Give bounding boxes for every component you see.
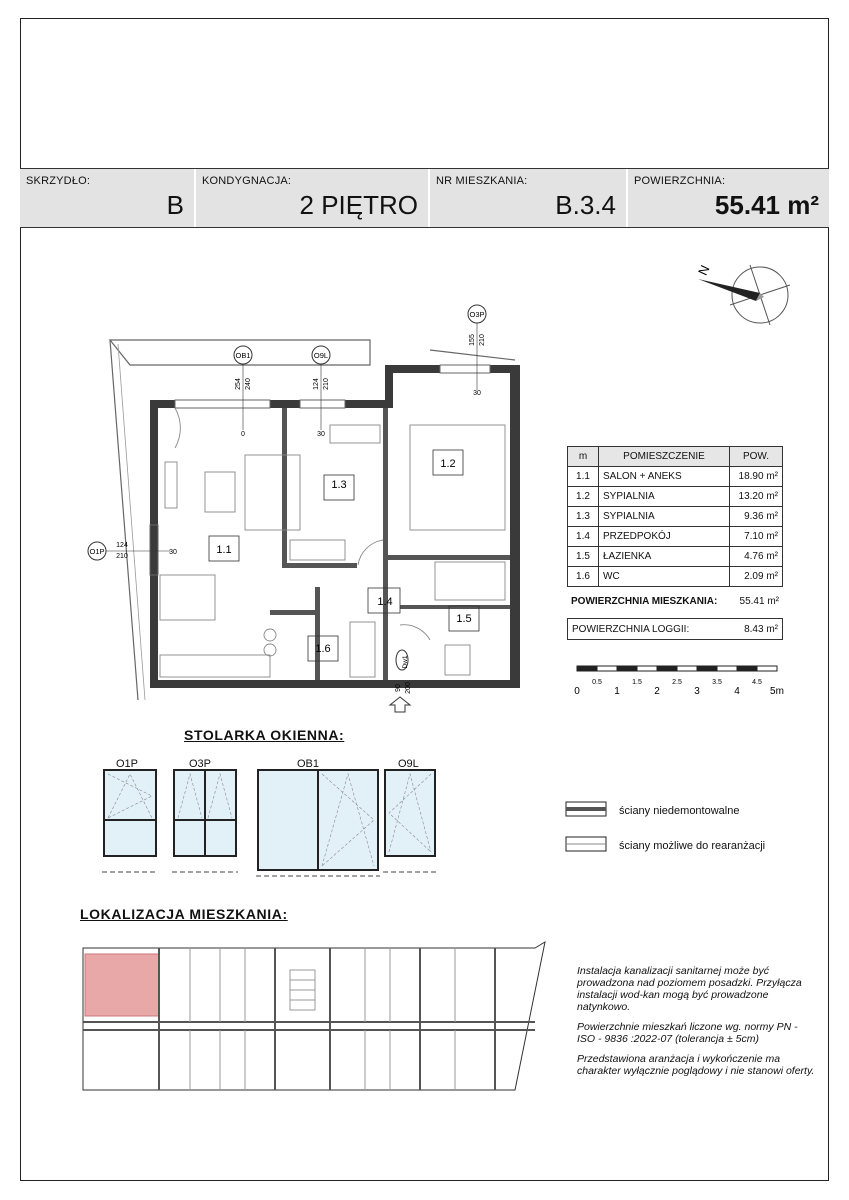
scale-minor-label: 4.5: [752, 679, 762, 686]
apt-value: B.3.4: [555, 190, 616, 220]
dim-ob1-h: 240: [245, 378, 252, 390]
dim-ob1-sill: 0: [241, 431, 245, 438]
scale-segment: [737, 666, 757, 671]
floor-label: KONDYGNACJA:: [202, 175, 292, 187]
note-area-norm: Powierzchnie mieszkań liczone wg. normy PN - ISO - 9836 :2022-07 (tolerancja ± 5cm): [577, 1021, 798, 1045]
window-drawings: [100, 768, 445, 878]
dim-o9l-w: 124: [313, 378, 320, 390]
table-row: [568, 507, 783, 527]
svg-text:N: N: [695, 262, 713, 278]
notes: [577, 965, 817, 1085]
scale-major-label: 4: [734, 686, 740, 697]
win-label-o1p: O1P: [116, 758, 139, 770]
scale-major-label: 2: [654, 686, 660, 697]
floor-cell: [196, 169, 430, 227]
cell-area: 18.90 m²: [730, 467, 783, 487]
location-title: LOKALIZACJA MIESZKANIA:: [80, 906, 288, 922]
cell-no: 1.1: [568, 467, 599, 487]
tag-o9l: O9L: [313, 351, 329, 360]
wing-value: B: [166, 190, 184, 220]
scale-segment: [757, 666, 777, 671]
dim-o1p-w: 124: [116, 542, 128, 549]
note-plumbing: Instalacja kanalizacji sanitarnej może być prowadzona nad poziomem posadzki. Przyłącza instalacji wod-kan mogą być prowadzone natynkowo.: [577, 965, 802, 1013]
dim-o3p-h: 210: [479, 334, 486, 346]
scale-segment: [697, 666, 717, 671]
cell-no: 1.2: [568, 487, 599, 507]
scale-major-label: 3: [694, 686, 700, 697]
apartment-total: [567, 596, 783, 607]
scale-major-label: 0: [574, 686, 580, 697]
win-label-o9l: O9L: [398, 758, 419, 770]
cell-no: 1.4: [568, 527, 599, 547]
cell-no: 1.3: [568, 507, 599, 527]
note-disclaimer: Przedstawiona aranżacja i wykończenie ma charakter wyłącznie poglądowy i nie stanowi oferty.: [577, 1053, 815, 1077]
cell-name: ŁAZIENKA: [599, 547, 730, 567]
scale-segment: [617, 666, 637, 671]
scale-segment: [717, 666, 737, 671]
dim-ob1-w: 254: [235, 378, 242, 390]
scale-segment: [637, 666, 657, 671]
scale-bar: [570, 660, 800, 700]
room-label-1-4: 1.4: [377, 596, 393, 608]
area-cell: [628, 169, 829, 227]
win-label-ob1: OB1: [297, 758, 320, 770]
scale-segment: [657, 666, 677, 671]
info-header: [20, 168, 829, 228]
cell-name: SYPIALNIA: [599, 487, 730, 507]
loggia-value: 8.43 m²: [744, 623, 778, 635]
apt-cell: [430, 169, 628, 227]
scale-segment: [597, 666, 617, 671]
cell-name: SALON + ANEKS: [599, 467, 730, 487]
dim-o3p-sill: 30: [473, 390, 481, 397]
cell-no: 1.6: [568, 567, 599, 587]
scale-minor-label: 1.5: [632, 679, 642, 686]
wing-cell: [20, 169, 196, 227]
dim-o3p-w: 155: [469, 334, 476, 346]
col-head-room: POMIESZCZENIE: [599, 447, 730, 467]
building-key-plan: [75, 940, 555, 1110]
dim-door-w: 90: [395, 684, 402, 692]
table-row: [568, 527, 783, 547]
room-label-1-3: 1.3: [331, 479, 347, 491]
dim-o9l-sill: 30: [317, 431, 325, 438]
tag-door: Dw1: [402, 655, 409, 669]
room-label-1-5: 1.5: [456, 613, 472, 625]
legend-movable-walls: ściany możliwe do rearanżacji: [619, 840, 766, 852]
dim-o1p-h: 210: [116, 553, 128, 560]
tag-o3p: O3P: [469, 310, 485, 319]
apt-label: NR MIESZKANIA:: [436, 175, 528, 187]
scale-segment: [577, 666, 597, 671]
cell-name: PRZEDPOKÓJ: [599, 527, 730, 547]
floor-plan: [60, 250, 580, 720]
room-label-1-2: 1.2: [440, 458, 456, 470]
win-label-o3p: O3P: [189, 758, 212, 770]
cell-area: 7.10 m²: [730, 527, 783, 547]
loggia-label: POWIERZCHNIA LOGGII:: [572, 623, 690, 635]
cell-area: 9.36 m²: [730, 507, 783, 527]
legend-fixed-walls: ściany niedemontowalne: [619, 805, 740, 817]
tag-o1p: O1P: [89, 547, 105, 556]
scale-segment: [677, 666, 697, 671]
cell-name: SYPIALNIA: [599, 507, 730, 527]
dim-o1p-sill: 30: [169, 549, 177, 556]
apartment-highlight: [85, 954, 159, 1016]
table-row: [568, 487, 783, 507]
dim-door-h: 200: [405, 682, 412, 694]
room-table: [567, 446, 783, 587]
room-label-1-6: 1.6: [315, 643, 331, 655]
windows-title: STOLARKA OKIENNA:: [184, 727, 345, 743]
area-value: 55.41 m²: [714, 190, 819, 220]
cell-area: 4.76 m²: [730, 547, 783, 567]
legend-swatches: [565, 800, 610, 855]
north-compass-icon: [690, 255, 805, 335]
cell-area: 13.20 m²: [730, 487, 783, 507]
room-label-1-1: 1.1: [216, 544, 232, 556]
scale-minor-label: 2.5: [672, 679, 682, 686]
area-label: POWIERZCHNIA:: [634, 175, 726, 187]
scale-minor-label: 3.5: [712, 679, 722, 686]
table-row: [568, 567, 783, 587]
wing-label: SKRZYDŁO:: [26, 175, 91, 187]
dim-o9l-h: 210: [323, 378, 330, 390]
table-row: [568, 547, 783, 567]
scale-major-label: 5m: [770, 686, 784, 697]
scale-minor-label: 0.5: [592, 679, 602, 686]
floor-value: 2 PIĘTRO: [299, 190, 418, 220]
col-head-no: m: [568, 447, 599, 467]
total-value: 55.41 m²: [739, 596, 779, 607]
total-label: POWIERZCHNIA MIESZKANIA:: [571, 596, 718, 607]
entrance-arrow-icon: [390, 697, 410, 712]
scale-major-label: 1: [614, 686, 620, 697]
cell-no: 1.5: [568, 547, 599, 567]
col-head-area: POW.: [730, 447, 783, 467]
table-row: [568, 467, 783, 487]
cell-name: WC: [599, 567, 730, 587]
tag-ob1: OB1: [235, 351, 251, 360]
loggia-total: [567, 618, 783, 640]
cell-area: 2.09 m²: [730, 567, 783, 587]
